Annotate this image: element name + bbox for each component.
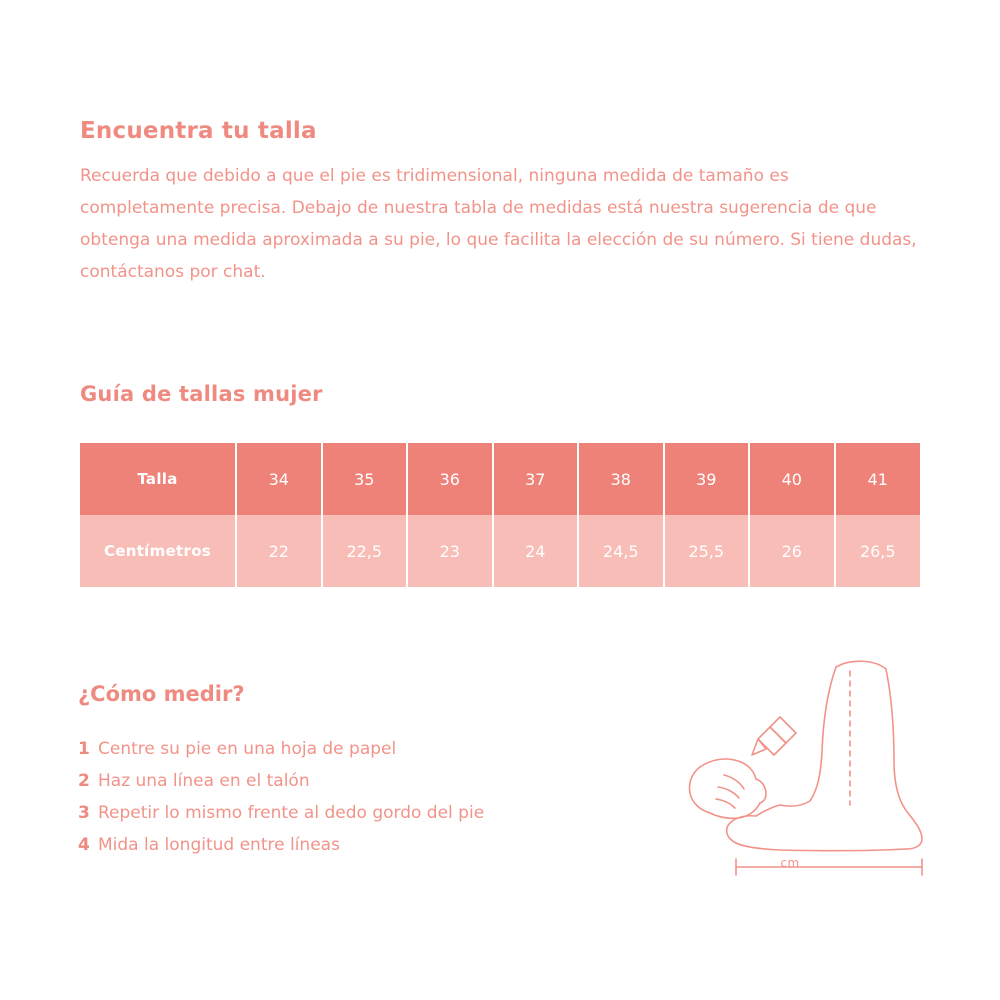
cell-size-5: 39 [664, 443, 750, 515]
cell-cm-5: 25,5 [664, 515, 750, 587]
intro-section [80, 118, 930, 288]
cell-size-3: 37 [493, 443, 579, 515]
cell-cm-4: 24,5 [578, 515, 664, 587]
list-item [78, 733, 638, 765]
illustration-caption: cm [780, 856, 800, 870]
step-number: 4 [78, 835, 90, 855]
how-to-measure-title: ¿Cómo medir? [78, 682, 245, 706]
cell-cm-1: 22,5 [322, 515, 408, 587]
size-guide-title: Guía de tallas mujer [80, 382, 323, 406]
table-row-sizes [80, 443, 920, 515]
step-text: Haz una línea en el talón [98, 771, 310, 791]
cell-cm-7: 26,5 [835, 515, 921, 587]
row-label-size: Talla [80, 443, 236, 515]
measure-steps-list [78, 733, 638, 861]
step-text: Repetir lo mismo frente al dedo gordo del pie [98, 803, 485, 823]
table-row-centimeters [80, 515, 920, 587]
intro-paragraph: Recuerda que debido a que el pie es tridimensional, ninguna medida de tamaño es completamente precisa. Debajo de nuestra tabla de medidas está nuestra sugerencia de que obtenga una medida aproximada a su pie, lo que facilita la elección de su número. Si tiene dudas, contáctanos por chat. [80, 166, 917, 282]
size-table-wrapper [80, 443, 920, 587]
cell-size-4: 38 [578, 443, 664, 515]
cell-size-0: 34 [236, 443, 322, 515]
step-text: Mida la longitud entre líneas [98, 835, 340, 855]
cell-size-6: 40 [749, 443, 835, 515]
list-item [78, 829, 638, 861]
step-number: 2 [78, 771, 90, 791]
cell-cm-3: 24 [493, 515, 579, 587]
page-title: Encuentra tu talla [80, 118, 317, 144]
cell-cm-6: 26 [749, 515, 835, 587]
row-label-centimeters: Centímetros [80, 515, 236, 587]
cell-size-1: 35 [322, 443, 408, 515]
list-item [78, 797, 638, 829]
foot-measure-illustration [640, 655, 940, 885]
cell-cm-2: 23 [407, 515, 493, 587]
list-item [78, 765, 638, 797]
size-table [80, 443, 920, 587]
cell-cm-0: 22 [236, 515, 322, 587]
step-text: Centre su pie en una hoja de papel [98, 739, 397, 759]
cell-size-2: 36 [407, 443, 493, 515]
step-number: 1 [78, 739, 90, 759]
cell-size-7: 41 [835, 443, 921, 515]
step-number: 3 [78, 803, 90, 823]
